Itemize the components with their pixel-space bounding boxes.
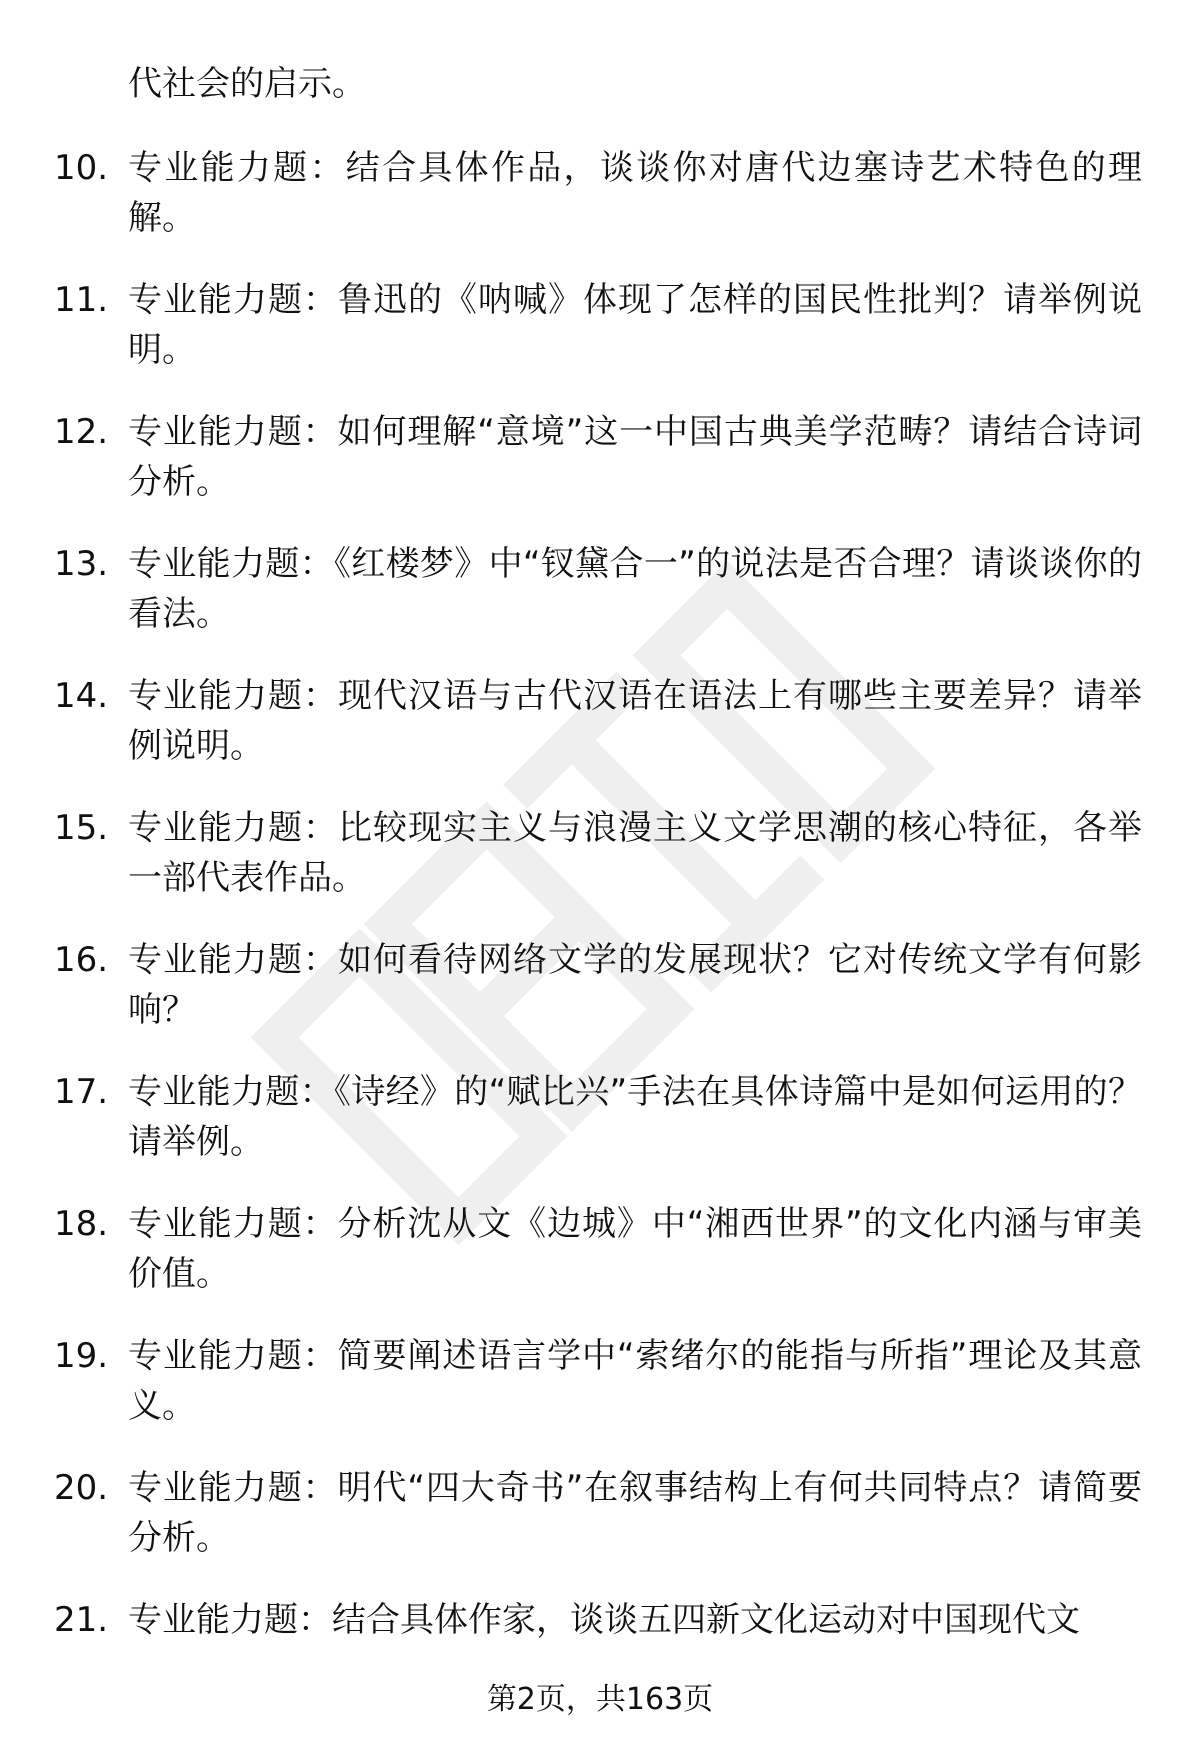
question-number: 14.	[54, 676, 109, 716]
list-item	[0, 143, 1200, 275]
list-item	[0, 1331, 1200, 1463]
continued-text: 代社会的启示。	[128, 64, 366, 104]
question-number: 12.	[54, 412, 109, 452]
question-text: 专业能力题：现代汉语与古代汉语在语法上有哪些主要差异？请举例说明。	[128, 676, 1142, 766]
question-list	[0, 143, 1200, 1727]
list-item	[0, 1067, 1200, 1199]
question-text: 专业能力题：分析沈从文《边城》中“湘西世界”的文化内涵与审美价值。	[128, 1204, 1142, 1294]
list-item	[0, 671, 1200, 803]
page-number-footer: 第2页，共163页	[486, 1682, 714, 1717]
question-number: 19.	[54, 1336, 109, 1376]
question-text: 专业能力题：明代“四大奇书”在叙事结构上有何共同特点？请简要分析。	[128, 1468, 1142, 1558]
question-text: 专业能力题：《诗经》的“赋比兴”手法在具体诗篇中是如何运用的？请举例。	[128, 1072, 1142, 1162]
question-text: 专业能力题：结合具体作家，谈谈五四新文化运动对中国现代文	[128, 1600, 1080, 1640]
question-number: 10.	[54, 148, 109, 188]
question-number: 16.	[54, 940, 109, 980]
list-item	[0, 275, 1200, 407]
list-item	[0, 935, 1200, 1067]
question-text: 专业能力题：简要阐述语言学中“索绪尔的能指与所指”理论及其意义。	[128, 1336, 1142, 1426]
question-text: 专业能力题：结合具体作品，谈谈你对唐代边塞诗艺术特色的理解。	[128, 148, 1142, 238]
question-number: 20.	[54, 1468, 109, 1508]
question-number: 11.	[54, 280, 109, 320]
question-text: 专业能力题：鲁迅的《呐喊》体现了怎样的国民性批判？请举例说明。	[128, 280, 1142, 370]
question-text: 专业能力题：如何理解“意境”这一中国古典美学范畴？请结合诗词分析。	[128, 412, 1142, 502]
question-text: 专业能力题：比较现实主义与浪漫主义文学思潮的核心特征，各举一部代表作品。	[128, 808, 1142, 898]
question-number: 15.	[54, 808, 109, 848]
question-text: 专业能力题：《红楼梦》中“钗黛合一”的说法是否合理？请谈谈你的看法。	[128, 544, 1142, 634]
question-number: 13.	[54, 544, 109, 584]
list-item	[0, 539, 1200, 671]
list-item	[0, 803, 1200, 935]
question-text: 专业能力题：如何看待网络文学的发展现状？它对传统文学有何影响？	[128, 940, 1142, 1030]
list-item	[0, 407, 1200, 539]
list-item	[0, 1199, 1200, 1331]
list-item	[0, 1463, 1200, 1595]
question-number: 17.	[54, 1072, 109, 1112]
question-number: 18.	[54, 1204, 109, 1244]
question-number: 21.	[54, 1600, 109, 1640]
